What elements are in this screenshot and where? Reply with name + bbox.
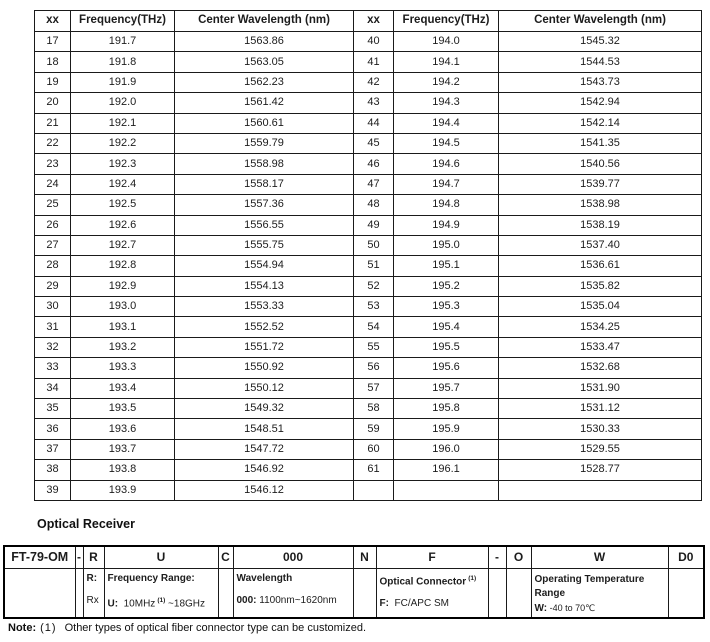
channel-cell: 195.4 [394,317,499,337]
channel-cell [394,480,499,500]
detail-o-empty [506,568,531,618]
channel-cell: 194.5 [394,133,499,153]
channel-cell: 28 [35,256,71,276]
channel-cell: 191.7 [71,32,175,52]
channel-cell: 1563.05 [175,52,354,72]
channel-cell: 194.3 [394,93,499,113]
connector-title-text: Optical Connector [379,575,467,587]
channel-cell: 195.6 [394,358,499,378]
r-label: R: [86,572,98,584]
channel-row [35,460,702,480]
channel-cell: 37 [35,439,71,459]
code-c: C [218,546,233,568]
ordering-table [3,545,705,619]
code-000: 000 [233,546,353,568]
channel-row [35,337,702,357]
channel-cell: 1562.23 [175,72,354,92]
channel-row [35,154,702,174]
channel-cell: 60 [354,439,394,459]
note-line [8,622,366,634]
channel-cell: 41 [354,52,394,72]
channel-cell: 47 [354,174,394,194]
channel-cell: 1550.12 [175,378,354,398]
channel-row [35,174,702,194]
channel-cell: 31 [35,317,71,337]
channel-cell: 18 [35,52,71,72]
channel-row [35,195,702,215]
channel-row [35,235,702,255]
detail-model-empty [4,568,75,618]
channel-row [35,72,702,92]
connector-footnote-ref: (1) [468,574,477,582]
channel-cell: 193.4 [71,378,175,398]
channel-cell: 192.5 [71,195,175,215]
channel-row [35,399,702,419]
channel-cell: 59 [354,419,394,439]
channel-cell: 1556.55 [175,215,354,235]
channel-cell: 1528.77 [499,460,702,480]
channel-cell: 194.0 [394,32,499,52]
channel-cell: 193.8 [71,460,175,480]
channel-cell: 1538.98 [499,195,702,215]
channel-cell: 1536.61 [499,256,702,276]
channel-row [35,297,702,317]
channel-cell: 1530.33 [499,419,702,439]
channel-cell: 195.1 [394,256,499,276]
detail-d0-empty [668,568,704,618]
code-f: F [376,546,488,568]
channel-cell: 1535.82 [499,276,702,296]
u-option-pre: 10MHz [123,597,156,609]
channel-cell: 191.8 [71,52,175,72]
note-label: Note [8,622,33,634]
channel-cell: 1563.86 [175,32,354,52]
channel-cell: 58 [354,399,394,419]
channel-cell: 193.6 [71,419,175,439]
channel-cell: 38 [35,460,71,480]
code-dash-2: - [488,546,506,568]
channel-cell: 26 [35,215,71,235]
r-value: Rx [86,594,99,606]
channel-cell: 1538.19 [499,215,702,235]
channel-cell: 192.7 [71,235,175,255]
channel-row [35,133,702,153]
wavelength-option-value: 1100nm~1620nm [259,594,337,606]
wavelength-title: Wavelength [236,572,293,584]
connector-title [380,573,486,587]
channel-cell: 193.9 [71,480,175,500]
channel-cell: 191.9 [71,72,175,92]
note-text: Other types of optical fiber connector type can be customized. [64,622,367,634]
connector-option-label: F: [379,597,389,609]
channel-row [35,419,702,439]
temperature-option-value: -40 to 70℃ [549,602,596,613]
detail-wavelength-cell [233,568,353,618]
channel-cell: 1559.79 [175,133,354,153]
channel-cell: 1539.77 [499,174,702,194]
channel-cell: 193.0 [71,297,175,317]
channel-cell: 192.1 [71,113,175,133]
col-header-xx-left: xx [35,11,71,32]
channel-row [35,52,702,72]
channel-cell: 33 [35,358,71,378]
channel-row [35,113,702,133]
channel-cell: 25 [35,195,71,215]
wavelength-option-label: 000: [236,594,257,606]
model-code: FT-79-OM [4,546,75,568]
channel-cell: 193.2 [71,337,175,357]
channel-row [35,378,702,398]
channel-cell: 40 [354,32,394,52]
channel-cell: 193.5 [71,399,175,419]
channel-cell: 195.7 [394,378,499,398]
detail-dash1-empty [75,568,83,618]
col-header-frequency-right: Frequency(THz) [394,11,499,32]
channel-cell: 36 [35,419,71,439]
channel-cell: 35 [35,399,71,419]
channel-cell: 196.0 [394,439,499,459]
channel-cell: 39 [35,480,71,500]
channel-cell: 48 [354,195,394,215]
channel-cell: 1533.47 [499,337,702,357]
wavelength-value [237,595,351,606]
channel-cell: 1540.56 [499,154,702,174]
channel-cell: 195.3 [394,297,499,317]
channel-cell: 1542.14 [499,113,702,133]
channel-cell: 1545.32 [499,32,702,52]
channel-row [35,480,702,500]
channel-cell: 1548.51 [175,419,354,439]
note-ref: (1) [40,622,57,634]
channel-row [35,215,702,235]
channel-row [35,256,702,276]
channel-cell: 1554.13 [175,276,354,296]
channel-row [35,439,702,459]
code-n: N [353,546,376,568]
channel-cell: 194.1 [394,52,499,72]
channel-cell: 1560.61 [175,113,354,133]
channel-cell: 1549.32 [175,399,354,419]
frequency-range-value [108,595,216,609]
channel-cell: 193.3 [71,358,175,378]
channel-row [35,317,702,337]
detail-r-cell [83,568,104,618]
channel-cell: 51 [354,256,394,276]
code-dash-1: - [75,546,83,568]
channel-cell: 45 [354,133,394,153]
col-header-wavelength-right: Center Wavelength (nm) [499,11,702,32]
channel-cell: 27 [35,235,71,255]
note-colon: : [32,622,37,634]
detail-n-empty [353,568,376,618]
channel-cell: 195.0 [394,235,499,255]
channel-cell: 1552.52 [175,317,354,337]
channel-cell: 1543.73 [499,72,702,92]
channel-cell: 24 [35,174,71,194]
channel-cell: 195.5 [394,337,499,357]
code-r: R [83,546,104,568]
channel-cell: 1554.94 [175,256,354,276]
channel-cell: 32 [35,337,71,357]
channel-cell: 1546.92 [175,460,354,480]
channel-cell: 192.0 [71,93,175,113]
channel-cell: 1551.72 [175,337,354,357]
detail-c-empty [218,568,233,618]
channel-table-header-row [35,11,702,32]
channel-cell: 53 [354,297,394,317]
temperature-value [535,603,666,614]
temperature-title: Operating Temperature Range [534,573,645,599]
channel-cell: 44 [354,113,394,133]
channel-cell: 42 [354,72,394,92]
channel-cell: 195.9 [394,419,499,439]
channel-cell: 34 [35,378,71,398]
channel-cell: 57 [354,378,394,398]
u-option-post: ~18GHz [168,597,206,609]
channel-cell: 30 [35,297,71,317]
detail-dash2-empty [488,568,506,618]
channel-cell: 193.1 [71,317,175,337]
channel-cell: 192.8 [71,256,175,276]
channel-cell: 1534.25 [499,317,702,337]
channel-cell: 1531.12 [499,399,702,419]
channel-cell: 196.1 [394,460,499,480]
channel-cell: 29 [35,276,71,296]
channel-cell: 1541.35 [499,133,702,153]
channel-cell: 55 [354,337,394,357]
channel-cell: 192.6 [71,215,175,235]
channel-cell: 1546.12 [175,480,354,500]
detail-connector-cell [376,568,488,618]
channel-cell: 49 [354,215,394,235]
channel-cell: 1531.90 [499,378,702,398]
channel-cell: 195.2 [394,276,499,296]
ordering-detail-row [4,568,704,618]
channel-cell: 52 [354,276,394,296]
channel-cell: 54 [354,317,394,337]
channel-cell: 22 [35,133,71,153]
channel-cell: 195.8 [394,399,499,419]
section-title: Optical Receiver [37,517,135,531]
channel-cell [499,480,702,500]
col-header-wavelength-left: Center Wavelength (nm) [175,11,354,32]
channel-cell: 43 [354,93,394,113]
channel-cell: 194.2 [394,72,499,92]
u-option-label: U: [107,597,119,609]
channel-cell: 1547.72 [175,439,354,459]
channel-cell: 20 [35,93,71,113]
channel-cell: 56 [354,358,394,378]
channel-cell: 193.7 [71,439,175,459]
detail-frequency-range-cell [104,568,218,618]
channel-cell: 1557.36 [175,195,354,215]
channel-cell: 1544.53 [499,52,702,72]
channel-cell: 194.6 [394,154,499,174]
channel-cell: 1550.92 [175,358,354,378]
channel-cell: 17 [35,32,71,52]
channel-cell: 1537.40 [499,235,702,255]
temperature-option-label: W: [534,602,548,614]
code-w: W [531,546,668,568]
col-header-xx-right: xx [354,11,394,32]
channel-cell: 21 [35,113,71,133]
channel-cell: 194.4 [394,113,499,133]
channel-cell: 192.3 [71,154,175,174]
channel-cell: 1532.68 [499,358,702,378]
col-header-frequency-left: Frequency(THz) [71,11,175,32]
channel-cell: 194.7 [394,174,499,194]
channel-cell: 1542.94 [499,93,702,113]
channel-cell: 192.9 [71,276,175,296]
u-footnote-ref: (1) [157,596,166,604]
code-u: U [104,546,218,568]
channel-row [35,358,702,378]
channel-cell: 1558.17 [175,174,354,194]
channel-cell: 1561.42 [175,93,354,113]
channel-cell: 192.4 [71,174,175,194]
code-o: O [506,546,531,568]
channel-cell: 194.8 [394,195,499,215]
channel-cell: 1558.98 [175,154,354,174]
channel-cell: 1555.75 [175,235,354,255]
channel-row [35,93,702,113]
channel-cell [354,480,394,500]
ordering-header-row [4,546,704,568]
channel-cell: 1535.04 [499,297,702,317]
connector-value [380,598,486,609]
channel-cell: 50 [354,235,394,255]
channel-cell: 194.9 [394,215,499,235]
channel-cell: 1529.55 [499,439,702,459]
channel-cell: 192.2 [71,133,175,153]
channel-cell: 23 [35,154,71,174]
frequency-range-title: Frequency Range: [107,572,195,584]
channel-table [34,10,702,501]
channel-cell: 46 [354,154,394,174]
channel-cell: 19 [35,72,71,92]
code-d0: D0 [668,546,704,568]
channel-cell: 1553.33 [175,297,354,317]
channel-row [35,32,702,52]
channel-cell: 61 [354,460,394,480]
detail-temperature-cell [531,568,668,618]
connector-option-value: FC/APC SM [394,597,449,609]
channel-row [35,276,702,296]
